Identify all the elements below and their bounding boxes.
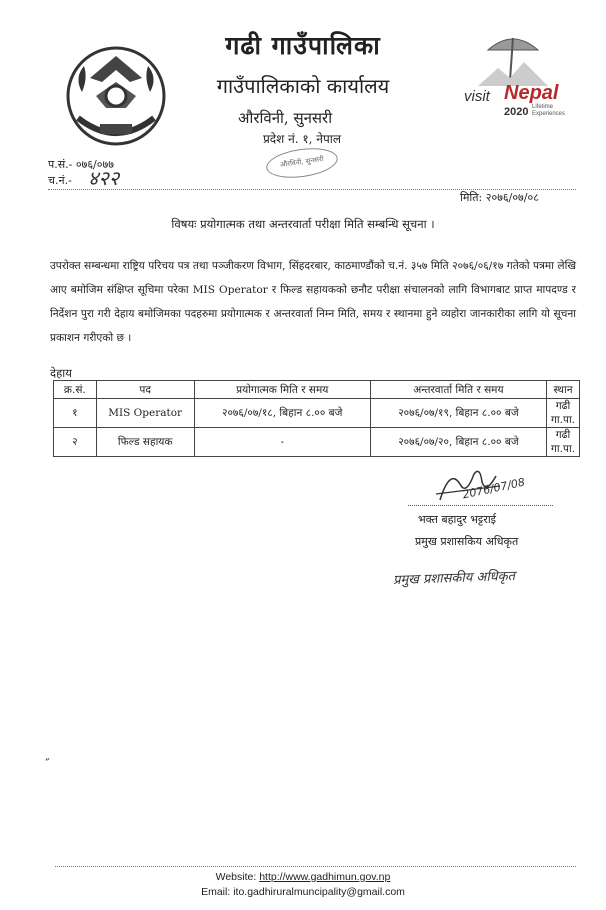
col-interview: अन्तरवार्ता मिति र समय <box>370 381 546 399</box>
logo-year-text: 2020 <box>504 106 529 118</box>
footer-email <box>0 886 606 898</box>
logo-visit-text: visit <box>464 88 490 105</box>
cell-practical: - <box>194 428 370 457</box>
province-text: प्रदेश नं. १, नेपाल <box>262 132 342 146</box>
notice-subject: विषयः प्रयोगात्मक तथा अन्तरवार्ता परीक्षा मिति सम्बन्धि सूचना । <box>171 217 435 231</box>
table-row <box>54 399 580 428</box>
cell-post: फिल्ड सहायक <box>96 428 194 457</box>
logo-nepal-text: Nepal <box>504 82 559 104</box>
cell-interview: २०७६/०७/१९, बिहान ८.०० बजे <box>370 399 546 428</box>
col-post: पद <box>96 381 194 399</box>
dehaya-label: देहाय <box>50 366 72 380</box>
cell-sn: १ <box>54 399 97 428</box>
handwritten-position: प्रमुख प्रशासकीय अधिकृत <box>392 568 516 589</box>
signatory-name: भक्त बहादुर भट्टराई <box>418 513 497 526</box>
signature-date: 2076/07/08 <box>461 475 527 502</box>
stamp-seal: औरविनी, सुनसरी <box>264 144 339 182</box>
office-address: औरविनी, सुनसरी <box>238 109 333 127</box>
cell-practical: २०७६/०७/१८, बिहान ८.०० बजे <box>194 399 370 428</box>
footer-website <box>0 871 606 883</box>
office-stamp <box>238 130 366 180</box>
col-sn: क्र.सं. <box>54 381 97 399</box>
schedule-table <box>53 380 580 457</box>
notice-body: उपरोक्त सम्बन्धमा राष्ट्रिय परिचय पत्र तथा पञ्जीकरण विभाग, सिंहदरबार, काठमाण्डौंको च.नं. ३५७ मिति २०७६/०६/१७ गतेको पत्रमा लेखि आए बमोजिम संक्षिप्त सूचिमा परेका MIS Operator र फिल्ड सहायकको छनौट परीक्षा संचालनको लागि विभागबाट प्राप्त मापदण्ड र निर्देशन पुरा गरी देहाय बमोजिमका पदहरुमा प्रयोगात्मक र अन्तरवार्ता निम्न मिति, समय र स्थानमा हुने व्यहोरा जानकारीका लागि यो सूचना प्रकाशन गरीएको छ । <box>50 260 576 344</box>
email-value[interactable]: ito.gadhiruralmuncipality@gmail.com <box>233 886 405 898</box>
col-practical: प्रयोगात्मक मिति र समय <box>194 381 370 399</box>
cn-label: च.नं.- <box>48 174 72 187</box>
website-link[interactable]: http://www.gadhimun.gov.np <box>259 871 391 883</box>
col-venue: स्थान <box>547 381 580 399</box>
ps-number: प.सं.- ०७६/०७७ <box>48 158 114 171</box>
cell-post: MIS Operator <box>96 399 194 428</box>
signature-line <box>408 505 553 506</box>
signatory-position: प्रमुख प्रशासकिय अधिकृत <box>415 535 519 548</box>
email-label: Email: <box>201 886 231 898</box>
table-row <box>54 428 580 457</box>
cell-venue: गढी गा.पा. <box>547 399 580 428</box>
stray-mark: ˝ <box>44 757 50 771</box>
issue-date: मिति: २०७६/०७/०८ <box>460 191 539 204</box>
office-title: गाउँपालिकाको कार्यालय <box>216 74 390 98</box>
signature-mark <box>400 464 560 516</box>
cell-sn: २ <box>54 428 97 457</box>
cell-venue: गढी गा.पा. <box>547 428 580 457</box>
cell-interview: २०७६/०७/२०, बिहान ८.०० बजे <box>370 428 546 457</box>
logo-tagline-text: Lifetime Experiences <box>532 104 566 117</box>
website-label: Website: <box>215 871 257 883</box>
table-header-row <box>54 381 580 399</box>
footer-divider <box>55 866 576 867</box>
cn-value: ४२२ <box>88 166 120 190</box>
municipality-title: गढी गाउँपालिका <box>225 31 381 60</box>
